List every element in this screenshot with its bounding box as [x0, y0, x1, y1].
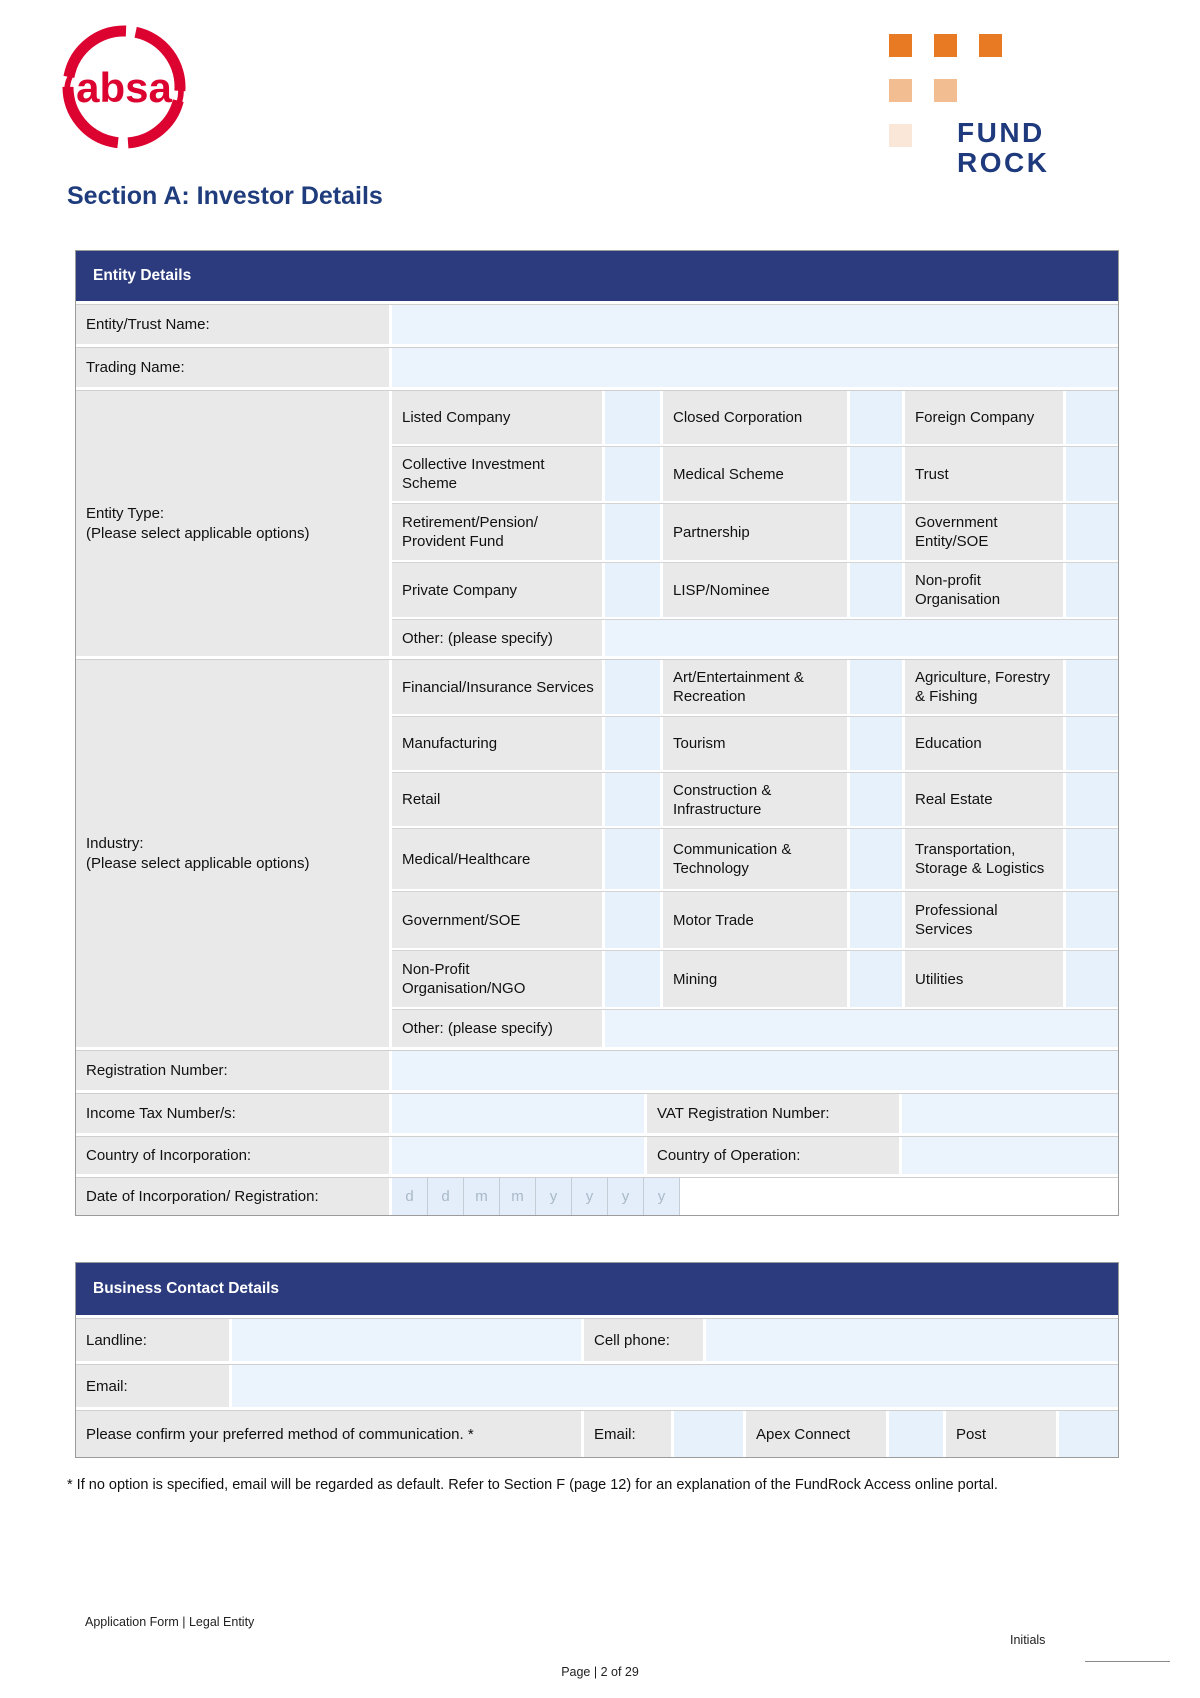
email-row	[76, 1364, 1118, 1407]
initials-signature-line[interactable]	[1085, 1661, 1170, 1662]
industry-other-label: Other: (please specify)	[392, 1010, 602, 1047]
entity-type-row	[392, 391, 1118, 444]
absa-ring-icon	[60, 23, 188, 151]
option-label-construction-infrastructure: Construction & Infrastructure	[663, 773, 847, 826]
checkbox-medical-scheme[interactable]	[850, 447, 902, 501]
option-label-professional-services: Professional Services	[905, 892, 1063, 948]
date-digit-cell[interactable]: d	[392, 1178, 428, 1215]
preferred-apex-connect-label: Apex Connect	[746, 1411, 886, 1457]
registration-number-row	[76, 1050, 1118, 1090]
checkbox-mining[interactable]	[850, 951, 902, 1007]
industry-row	[392, 891, 1118, 948]
fundrock-square-icon	[934, 34, 957, 57]
trading-name-label: Trading Name:	[76, 348, 389, 387]
date-digit-cell[interactable]: d	[428, 1178, 464, 1215]
checkbox-private-company[interactable]	[605, 563, 660, 617]
option-label-government-entity-soe: Government Entity/SOE	[905, 504, 1063, 560]
option-label-trust: Trust	[905, 447, 1063, 501]
fundrock-square-icon	[889, 34, 912, 57]
industry-other-row	[392, 1009, 1118, 1047]
landline-row	[76, 1318, 1118, 1361]
preferred-communication-row	[76, 1410, 1118, 1457]
option-label-private-company: Private Company	[392, 563, 602, 617]
entity-type-row	[392, 446, 1118, 501]
fundrock-square-icon	[889, 79, 912, 102]
cell-phone-input[interactable]	[706, 1319, 1118, 1361]
preferred-email-label: Email:	[584, 1411, 671, 1457]
checkbox-non-profit-organisation[interactable]	[1066, 563, 1118, 617]
checkbox-motor-trade[interactable]	[850, 892, 902, 948]
industry-row	[392, 716, 1118, 770]
entity-type-block	[76, 390, 1118, 656]
email-input[interactable]	[232, 1365, 1118, 1407]
email-label: Email:	[76, 1365, 229, 1407]
date-row-filler	[680, 1178, 1118, 1215]
country-operation-label: Country of Operation:	[647, 1137, 899, 1174]
checkbox-utilities[interactable]	[1066, 951, 1118, 1007]
date-digit-cell[interactable]: m	[464, 1178, 500, 1215]
checkbox-preferred-email[interactable]	[674, 1411, 743, 1457]
option-label-tourism: Tourism	[663, 717, 847, 770]
entity-type-label-line2: (Please select applicable options)	[86, 524, 310, 542]
date-digit-cell[interactable]: y	[536, 1178, 572, 1215]
country-operation-input[interactable]	[902, 1137, 1118, 1174]
checkbox-transportation-storage-logistics[interactable]	[1066, 829, 1118, 889]
trading-name-input[interactable]	[392, 348, 1118, 387]
industry-block	[76, 659, 1118, 1047]
checkbox-government-entity-soe[interactable]	[1066, 504, 1118, 560]
option-label-non-profit-organisation-ngo: Non-Profit Organisation/NGO	[392, 951, 602, 1007]
footer-document-title: Application Form | Legal Entity	[85, 1615, 255, 1629]
checkbox-partnership[interactable]	[850, 504, 902, 560]
date-digit-cell[interactable]: y	[572, 1178, 608, 1215]
checkbox-retail[interactable]	[605, 773, 660, 826]
checkbox-agriculture-forestry-fishing[interactable]	[1066, 660, 1118, 714]
industry-label	[76, 660, 389, 1047]
checkbox-retirement-pension-provident-fund[interactable]	[605, 504, 660, 560]
industry-row	[392, 828, 1118, 889]
business-contact-table	[75, 1262, 1119, 1458]
checkbox-education[interactable]	[1066, 717, 1118, 770]
country-row	[76, 1136, 1118, 1174]
checkbox-government-soe[interactable]	[605, 892, 660, 948]
option-label-medical-healthcare: Medical/Healthcare	[392, 829, 602, 889]
fundrock-word-rock: ROCK	[957, 147, 1050, 178]
preferred-communication-label: Please confirm your preferred method of communication. *	[76, 1411, 581, 1457]
industry-row	[392, 950, 1118, 1007]
landline-input[interactable]	[232, 1319, 581, 1361]
checkbox-construction-infrastructure[interactable]	[850, 773, 902, 826]
fundrock-logo	[889, 34, 1089, 179]
option-label-partnership: Partnership	[663, 504, 847, 560]
business-contact-header: Business Contact Details	[76, 1263, 1118, 1315]
industry-label-line1: Industry:	[86, 834, 144, 852]
landline-label: Landline:	[76, 1319, 229, 1361]
option-label-collective-investment-scheme: Collective Investment Scheme	[392, 447, 602, 501]
entity-type-label-line1: Entity Type:	[86, 504, 165, 522]
footer-page-number: Page | 2 of 29	[561, 1665, 639, 1679]
entity-type-options	[392, 391, 1118, 656]
fundrock-square-icon	[889, 124, 912, 147]
option-label-communication-technology: Communication & Technology	[663, 829, 847, 889]
checkbox-non-profit-organisation-ngo[interactable]	[605, 951, 660, 1007]
country-incorporation-input[interactable]	[392, 1137, 644, 1174]
preferred-post-label: Post	[946, 1411, 1056, 1457]
checkbox-manufacturing[interactable]	[605, 717, 660, 770]
option-label-retail: Retail	[392, 773, 602, 826]
entity-type-row	[392, 503, 1118, 560]
checkbox-preferred-post[interactable]	[1059, 1411, 1118, 1457]
date-digit-cell[interactable]: y	[644, 1178, 680, 1215]
registration-number-input[interactable]	[392, 1051, 1118, 1090]
fundrock-square-icon	[934, 79, 957, 102]
option-label-utilities: Utilities	[905, 951, 1063, 1007]
industry-label-line2: (Please select applicable options)	[86, 854, 310, 872]
checkbox-real-estate[interactable]	[1066, 773, 1118, 826]
checkbox-medical-healthcare[interactable]	[605, 829, 660, 889]
entity-trust-name-input[interactable]	[392, 305, 1118, 344]
entity-type-other-row	[392, 619, 1118, 656]
entity-type-row	[392, 562, 1118, 617]
checkbox-preferred-apex-connect[interactable]	[889, 1411, 943, 1457]
entity-trust-name-label: Entity/Trust Name:	[76, 305, 389, 344]
checkbox-communication-technology[interactable]	[850, 829, 902, 889]
checkbox-financial-insurance-services[interactable]	[605, 660, 660, 714]
option-label-lisp-nominee: LISP/Nominee	[663, 563, 847, 617]
cell-phone-label: Cell phone:	[584, 1319, 703, 1361]
registration-number-label: Registration Number:	[76, 1051, 389, 1090]
entity-details-header: Entity Details	[76, 251, 1118, 301]
option-label-government-soe: Government/SOE	[392, 892, 602, 948]
footer-initials-label: Initials	[1010, 1633, 1046, 1647]
page-title: Section A: Investor Details	[67, 182, 383, 210]
option-label-motor-trade: Motor Trade	[663, 892, 847, 948]
checkbox-closed-corporation[interactable]	[850, 391, 902, 444]
option-label-agriculture-forestry-fishing: Agriculture, Forestry & Fishing	[905, 660, 1063, 714]
checkbox-collective-investment-scheme[interactable]	[605, 447, 660, 501]
industry-options	[392, 660, 1118, 1047]
checkbox-trust[interactable]	[1066, 447, 1118, 501]
checkbox-listed-company[interactable]	[605, 391, 660, 444]
date-incorporation-row	[76, 1177, 1118, 1215]
vat-number-label: VAT Registration Number:	[647, 1094, 899, 1133]
income-tax-input[interactable]	[392, 1094, 644, 1133]
fundrock-wordmark	[957, 118, 1049, 178]
option-label-manufacturing: Manufacturing	[392, 717, 602, 770]
option-label-medical-scheme: Medical Scheme	[663, 447, 847, 501]
date-digit-cell[interactable]: y	[608, 1178, 644, 1215]
footnote: * If no option is specified, email will be regarded as default. Refer to Section F (page 12) for an explanation of the FundRock Access online portal.	[67, 1477, 998, 1493]
checkbox-tourism[interactable]	[850, 717, 902, 770]
option-label-closed-corporation: Closed Corporation	[663, 391, 847, 444]
entity-trust-name-row	[76, 304, 1118, 344]
option-label-retirement-pension-provident-fund: Retirement/Pension/ Provident Fund	[392, 504, 602, 560]
checkbox-professional-services[interactable]	[1066, 892, 1118, 948]
fundrock-word-fund: FUND	[957, 117, 1045, 148]
date-incorporation-input	[392, 1178, 1118, 1215]
entity-type-other-label: Other: (please specify)	[392, 620, 602, 656]
entity-type-other-input[interactable]	[605, 620, 1118, 656]
option-label-listed-company: Listed Company	[392, 391, 602, 444]
checkbox-lisp-nominee[interactable]	[850, 563, 902, 617]
option-label-foreign-company: Foreign Company	[905, 391, 1063, 444]
option-label-non-profit-organisation: Non-profit Organisation	[905, 563, 1063, 617]
industry-other-input[interactable]	[605, 1010, 1118, 1047]
income-tax-label: Income Tax Number/s:	[76, 1094, 389, 1133]
option-label-financial-insurance-services: Financial/Insurance Services	[392, 660, 602, 714]
option-label-art-entertainment-recreation: Art/Entertainment & Recreation	[663, 660, 847, 714]
option-label-education: Education	[905, 717, 1063, 770]
option-label-real-estate: Real Estate	[905, 773, 1063, 826]
entity-details-table	[75, 250, 1119, 1216]
trading-name-row	[76, 347, 1118, 387]
date-incorporation-label: Date of Incorporation/ Registration:	[76, 1178, 389, 1215]
checkbox-art-entertainment-recreation[interactable]	[850, 660, 902, 714]
fundrock-square-icon	[979, 34, 1002, 57]
industry-row	[392, 660, 1118, 714]
industry-row	[392, 772, 1118, 826]
option-label-mining: Mining	[663, 951, 847, 1007]
absa-logo	[60, 23, 188, 151]
absa-wordmark: (absa)	[62, 64, 186, 111]
vat-number-input[interactable]	[902, 1094, 1118, 1133]
option-label-transportation-storage-logistics: Transportation, Storage & Logistics	[905, 829, 1063, 889]
date-digit-cell[interactable]: m	[500, 1178, 536, 1215]
checkbox-foreign-company[interactable]	[1066, 391, 1118, 444]
income-tax-vat-row	[76, 1093, 1118, 1133]
entity-type-label	[76, 391, 389, 656]
country-incorporation-label: Country of Incorporation:	[76, 1137, 389, 1174]
